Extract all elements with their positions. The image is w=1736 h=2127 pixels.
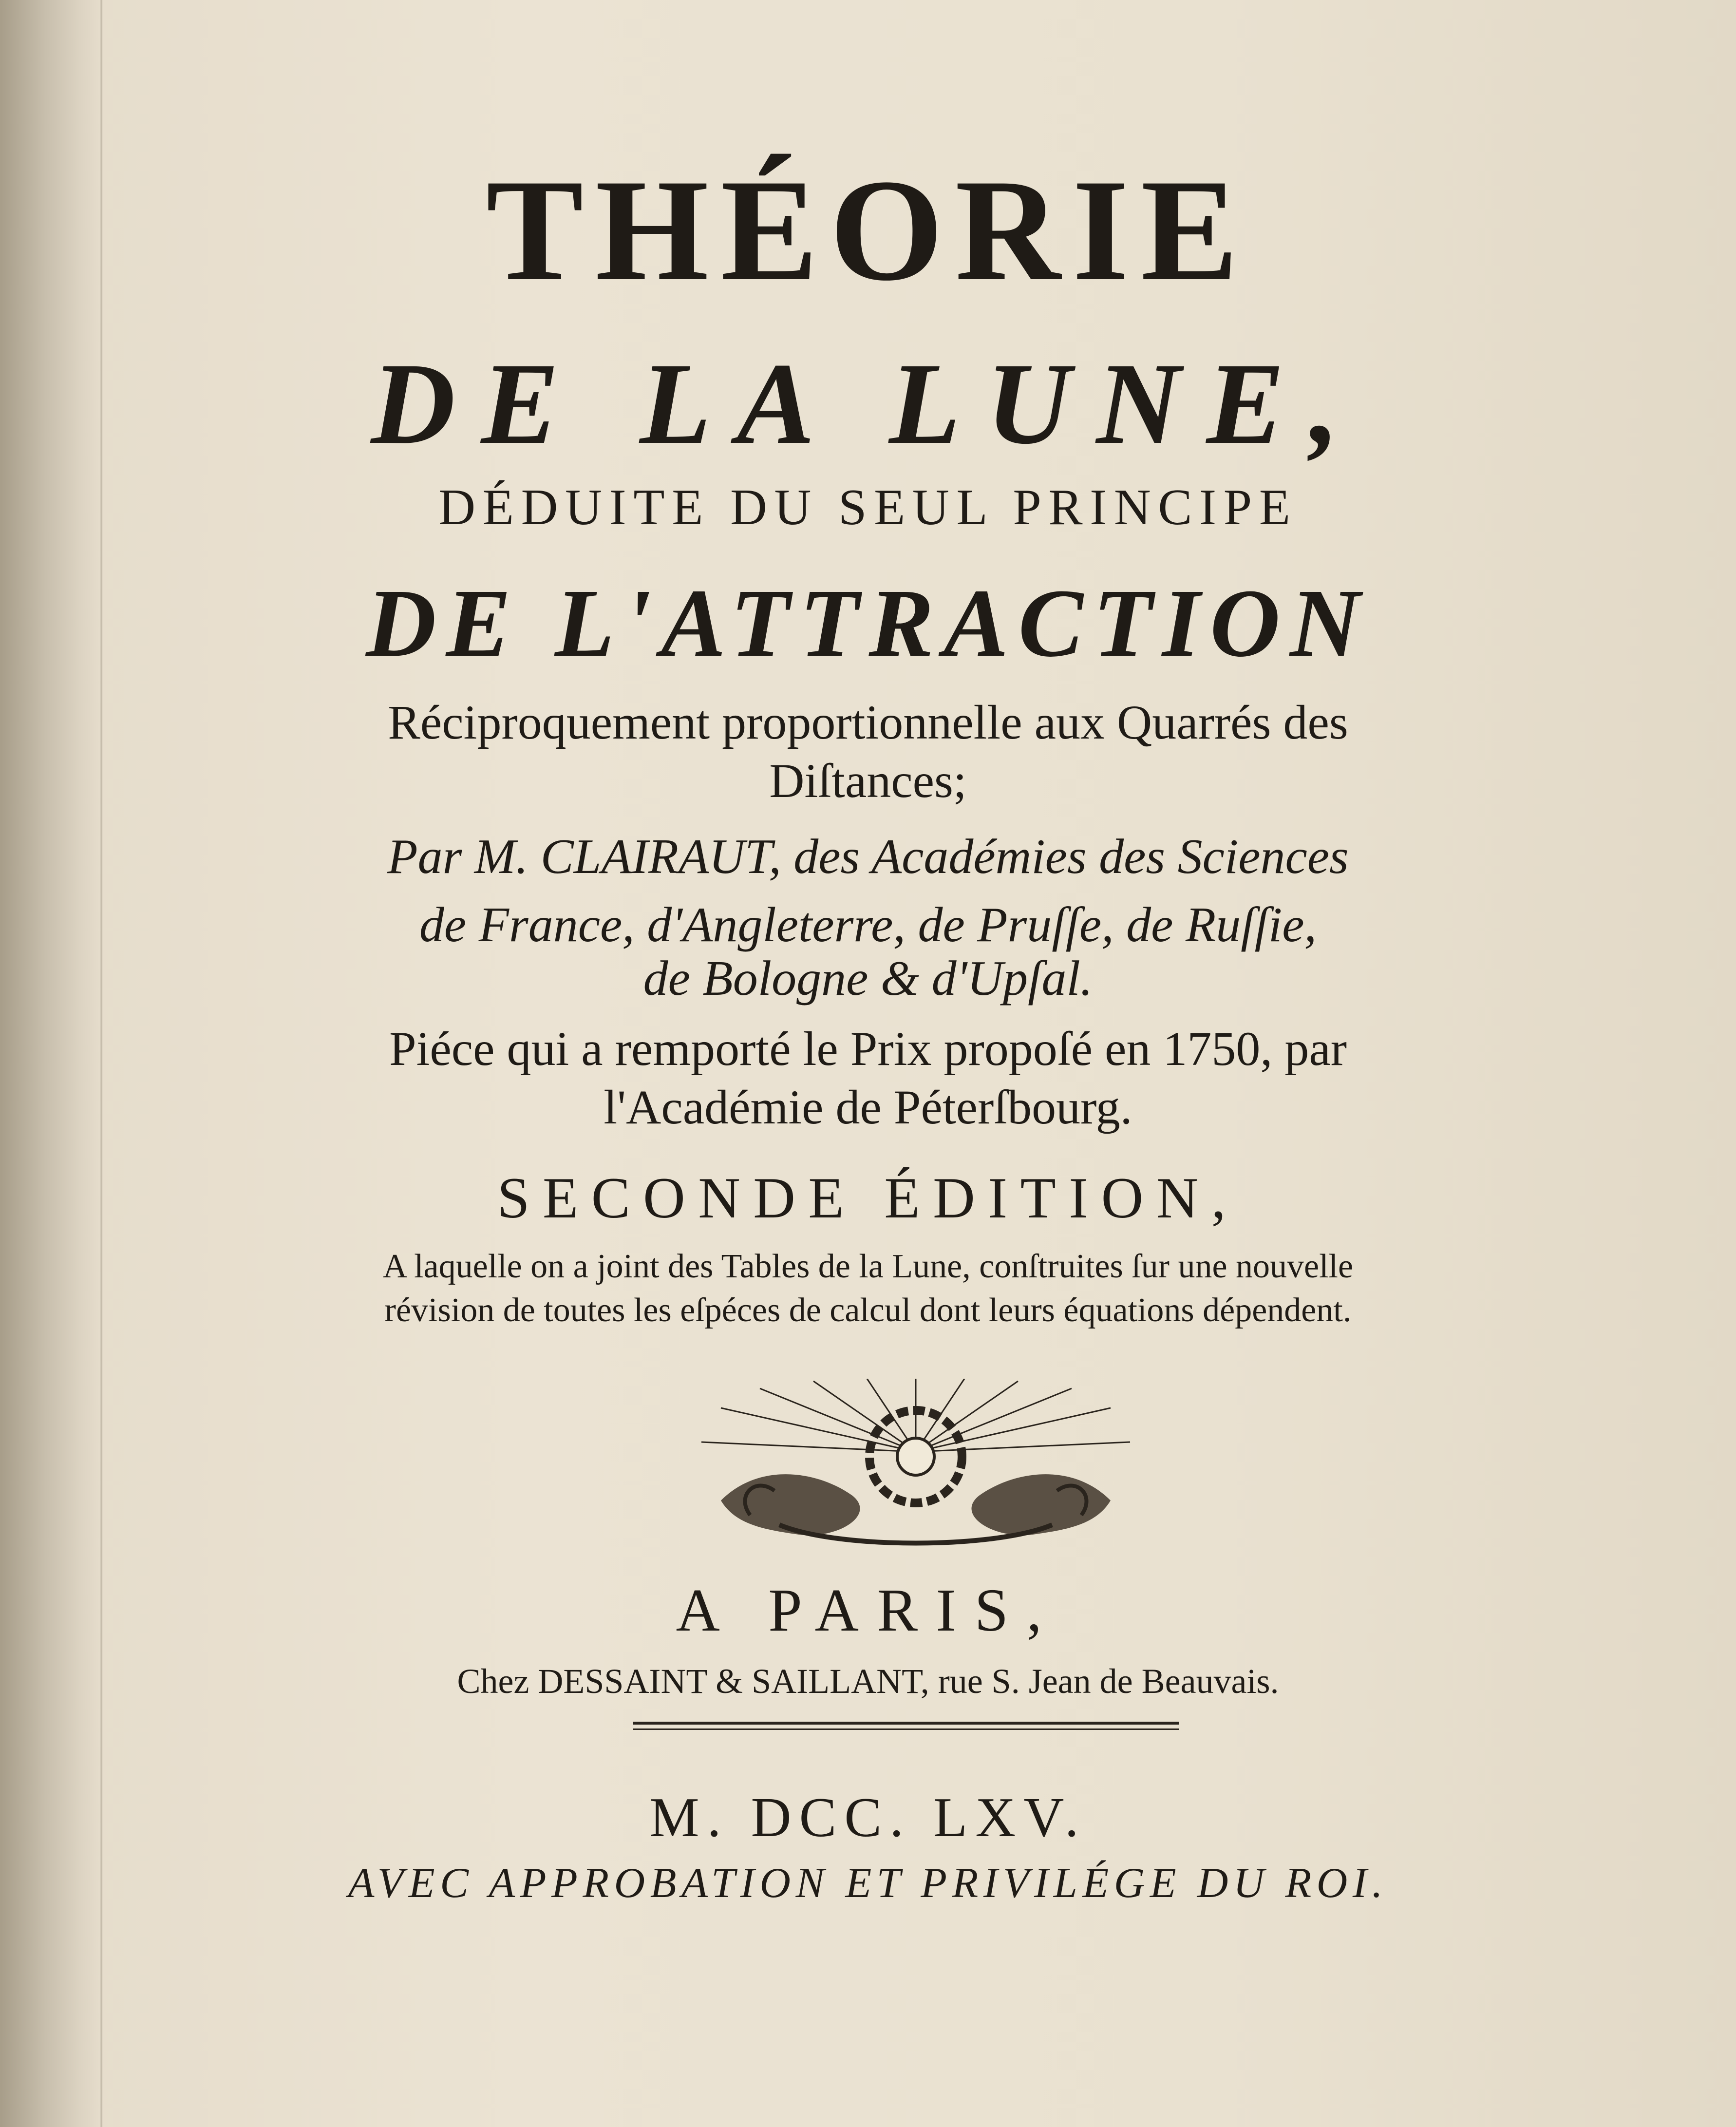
royal-privilege: AVEC APPROBATION ET PRIVILÉGE DU ROI.: [348, 1860, 1388, 1907]
reciprocal-line-2: Diſtances;: [769, 754, 967, 808]
double-rule-divider: [633, 1720, 1179, 1734]
imprint-city: A PARIS,: [676, 1577, 1060, 1644]
author-line-2: de France, d'Angleterre, de Pruſſe, de Ruſſie,: [419, 897, 1317, 952]
imprint-publisher: Chez DESSAINT & SAILLANT, rue S. Jean de Beauvais.: [457, 1662, 1279, 1701]
imprint-date: M. DCC. LXV.: [649, 1786, 1087, 1848]
sunburst-vignette-ornament: [692, 1379, 1140, 1554]
reciprocal-line-1: Réciproquement proportionnelle aux Quarrés des: [388, 695, 1348, 749]
prize-line-1: Piéce qui a remporté le Prix propoſé en 1750, par: [389, 1022, 1347, 1076]
edition-heading: SECONDE ÉDITION,: [497, 1165, 1239, 1230]
book-title-line-2: DE LA LUNE,: [371, 339, 1365, 468]
author-line-3: de Bologne & d'Upſal.: [643, 951, 1093, 1006]
author-line-1: Par M. CLAIRAUT, des Académies des Sciences: [387, 829, 1349, 884]
tables-note-line-2: révision de toutes les eſpéces de calcul dont leurs équations dépendent.: [384, 1291, 1352, 1329]
book-title-line-3: DE L'ATTRACTION: [366, 570, 1370, 677]
book-title: THÉORIE: [486, 149, 1250, 311]
subtitle: DÉDUITE DU SEUL PRINCIPE: [438, 478, 1298, 535]
prize-line-2: l'Académie de Péterſbourg.: [604, 1080, 1132, 1134]
tables-note-line-1: A laquelle on a joint des Tables de la Lune, conſtruites ſur une nouvelle: [382, 1248, 1354, 1285]
